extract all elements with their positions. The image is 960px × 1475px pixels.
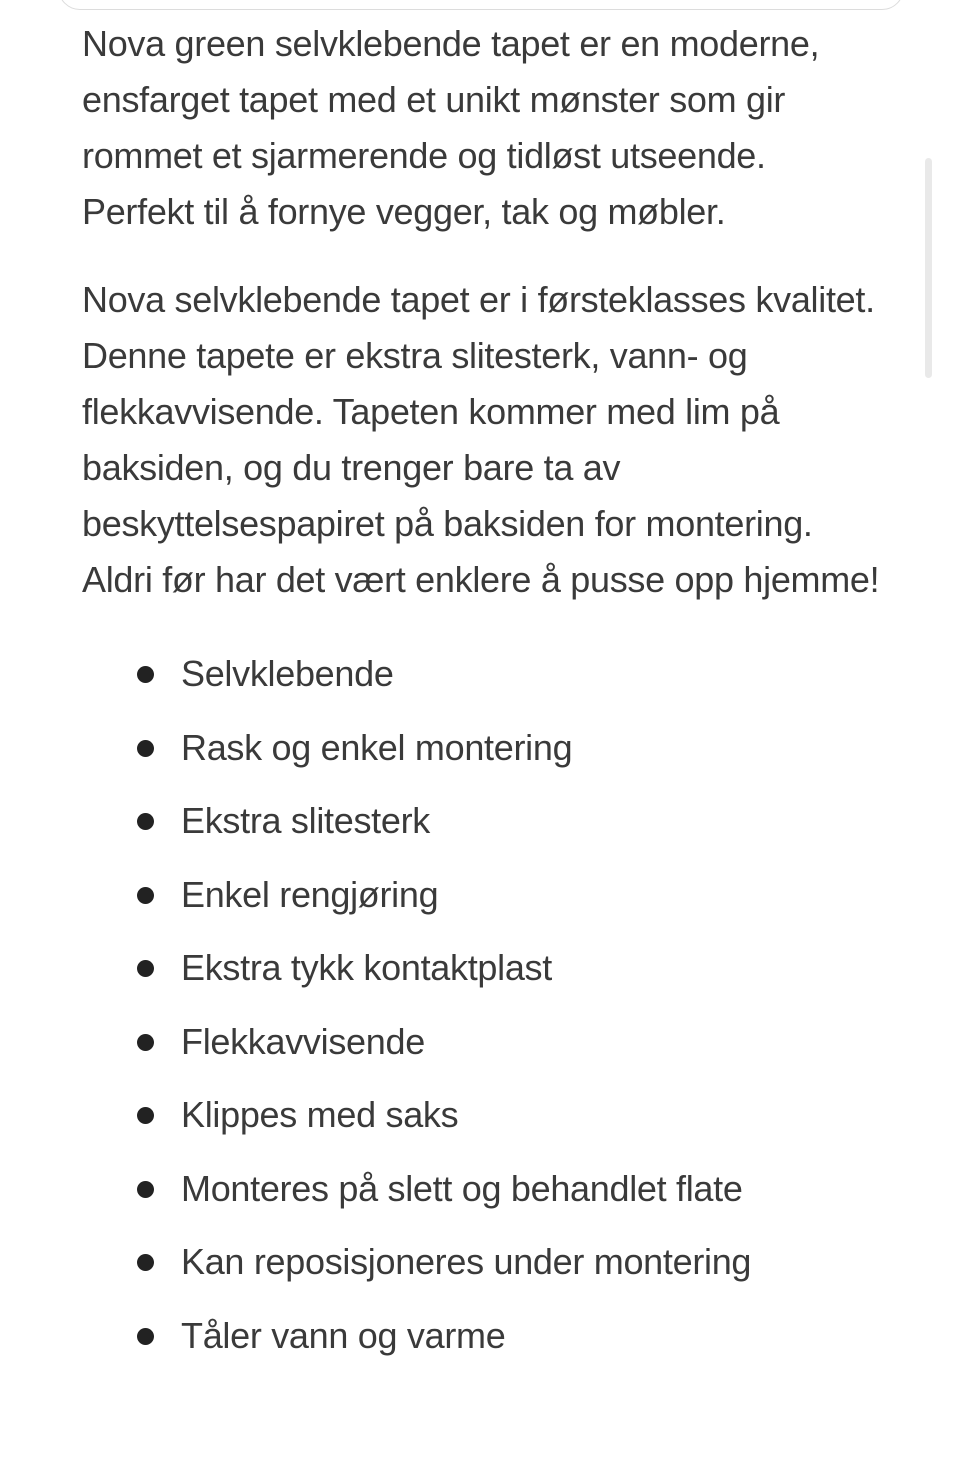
bullet-icon — [137, 666, 154, 683]
bullet-icon — [137, 813, 154, 830]
bullet-icon — [137, 1034, 154, 1051]
bullet-icon — [137, 740, 154, 757]
feature-label: Selvklebende — [181, 653, 394, 694]
feature-label: Monteres på slett og behandlet flate — [181, 1167, 743, 1209]
feature-label: Klippes med saks — [181, 1094, 459, 1135]
description-paragraph-1: Nova green selvklebende tapet er en moderne, ensfarget tapet med et unikt mønster som gir rommet et sjarmerende og tidløst utseende. Perfekt til å fornye vegger, tak og møbler. — [82, 23, 820, 232]
feature-item — [82, 799, 882, 873]
feature-item — [82, 946, 882, 1020]
feature-list — [82, 652, 882, 1387]
feature-label: Rask og enkel montering — [181, 726, 573, 768]
feature-label: Tåler vann og varme — [181, 1314, 506, 1356]
feature-label: Flekkavvisende — [181, 1020, 425, 1062]
description-paragraph-2: Nova selvklebende tapet er i førsteklasses kvalitet. Denne tapete er ekstra slitesterk, vann- og flekkavvisende. Tapeten kommer med lim på baksiden, og du trenger bare ta av beskyttelsespapiret på baksiden for montering. Aldri før har det vært enklere å pusse opp hjemme! — [82, 279, 880, 600]
feature-item — [82, 652, 882, 726]
feature-item — [82, 1167, 882, 1241]
scrollbar-thumb[interactable] — [925, 158, 932, 378]
bullet-icon — [137, 887, 154, 904]
feature-item — [82, 873, 882, 947]
bullet-icon — [137, 1107, 154, 1124]
feature-item — [82, 1093, 882, 1167]
feature-item — [82, 1240, 882, 1314]
product-description — [82, 16, 882, 1387]
feature-label: Ekstra tykk kontaktplast — [181, 947, 552, 988]
feature-item — [82, 1020, 882, 1094]
feature-item — [82, 1314, 882, 1388]
top-card-edge — [58, 0, 904, 10]
feature-label: Enkel rengjøring — [181, 873, 439, 915]
bullet-icon — [137, 1254, 154, 1271]
feature-item — [82, 726, 882, 800]
bullet-icon — [137, 960, 154, 977]
bullet-icon — [137, 1328, 154, 1345]
feature-label: Kan reposisjoneres under montering — [181, 1241, 752, 1282]
feature-label: Ekstra slitesterk — [181, 800, 430, 841]
bullet-icon — [137, 1181, 154, 1198]
